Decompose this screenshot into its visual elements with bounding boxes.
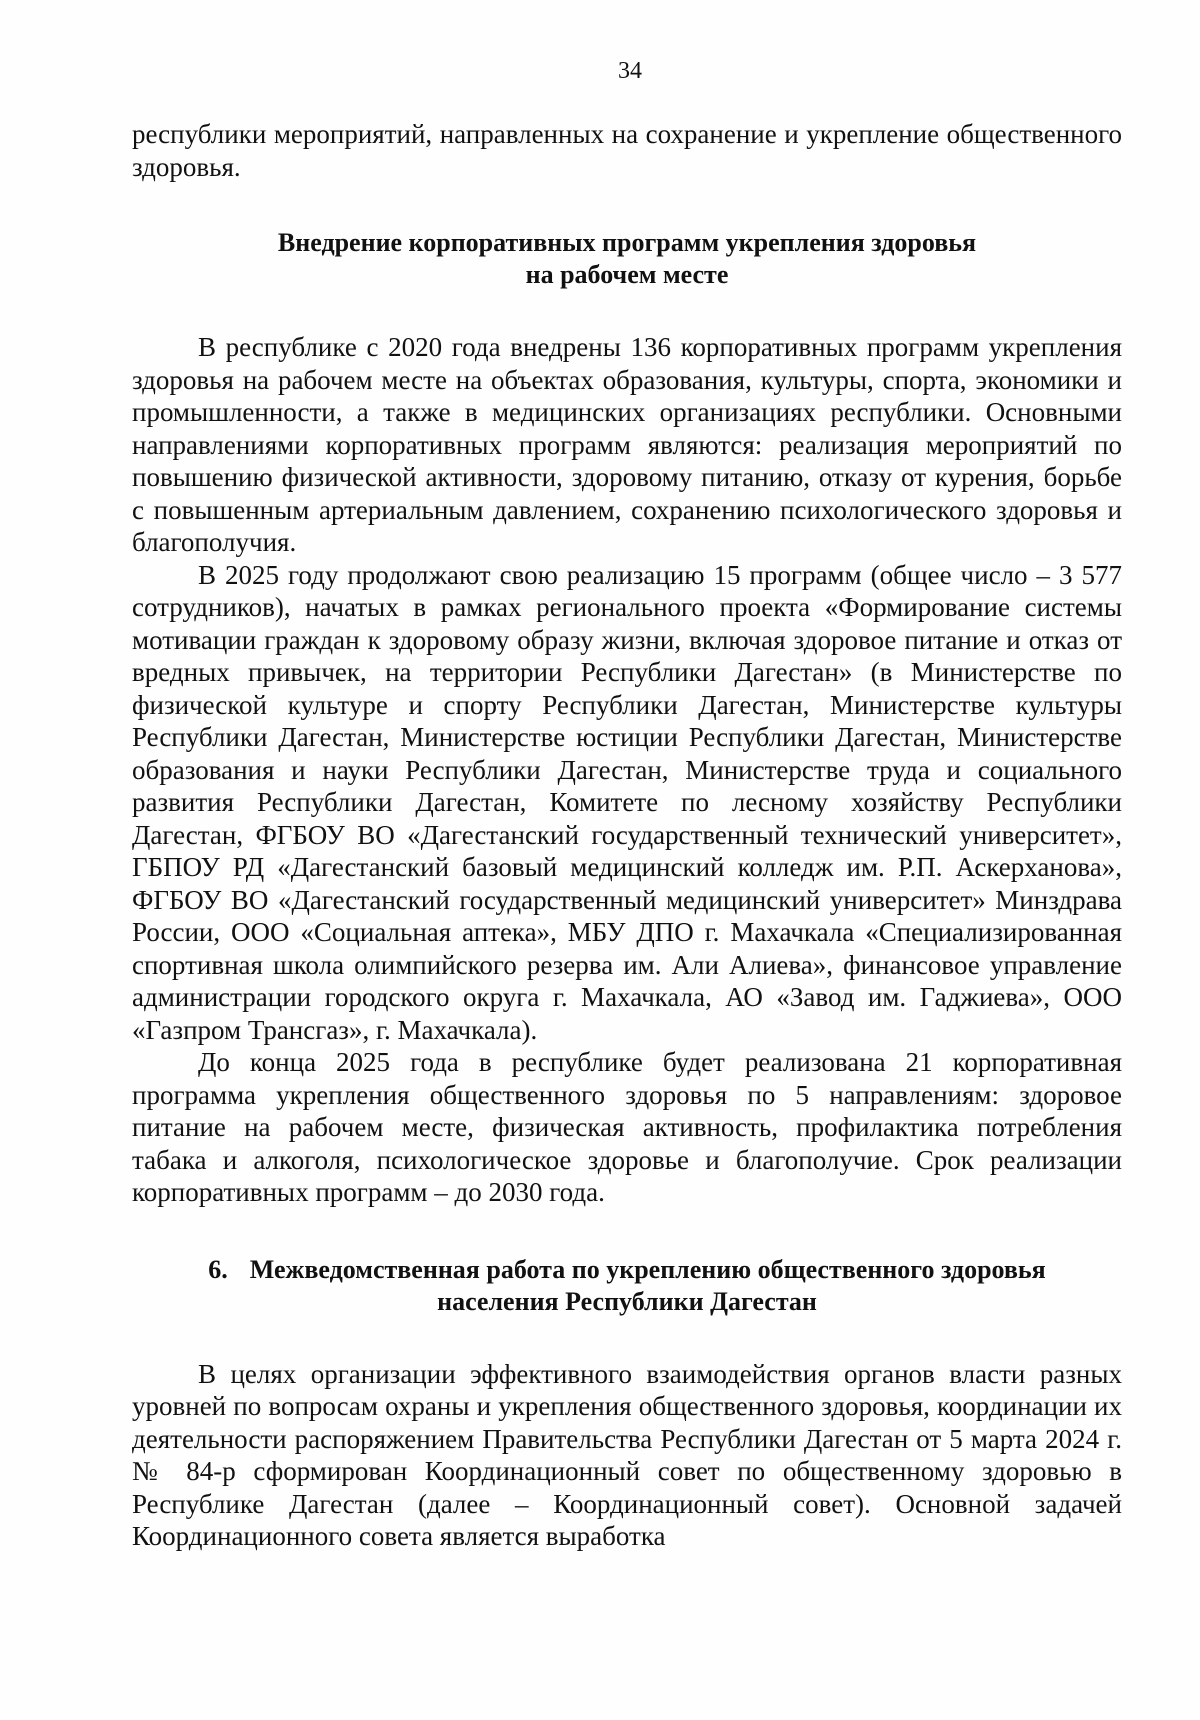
page-number: 34 (618, 58, 642, 84)
corporate-paragraph-1: В республике с 2020 года внедрены 136 корпоративных программ укрепления здоровья на рабочем месте на объектах образования, культуры, спорта, экономики и промышленности, а также в медицинских организациях республики. Основными направлениями корпоративных программ являются: реализация мероприятий по повышению физической активности, здоровому питанию, отказу от курения, борьбе с повышенным артериальным давлением, сохранению психологического здоровья и благополучия. (132, 332, 1122, 557)
corporate-paragraph-2: В 2025 году продолжают свою реализацию 15 программ (общее число – 3 577 сотрудников), начатых в рамках регионального проекта «Формирование системы мотивации граждан к здоровому образу жизни, включая здоровое питание и отказ от вредных привычек, на территории Республики Дагестан» (в Министерстве по физической культуре и спорту Республики Дагестан, Министерстве культуры Республики Дагестан, Министерстве юстиции Республики Дагестан, Министерстве образования и науки Республики Дагестан, Министерстве труда и социального развития Республики Дагестан, Комитете по лесному хозяйству Республики Дагестан, ФГБОУ ВО «Дагестанский государственный технический университет», ГБПОУ РД «Дагестанский базовый медицинский колледж им. Р.П. Аскерханова», ФГБОУ ВО «Дагестанский государственный медицинский университет» Минздрава России, ООО «Социальная аптека», МБУ ДПО г. Махачкала «Специализированная спортивная школа олимпийского резерва им. Али Алиева», финансовое управление администрации городского округа г. Махачкала, АО «Завод им. Гаджиева», ООО «Газпром Трансгаз», г. Махачкала). (132, 559, 1122, 1045)
intro-paragraph: республики мероприятий, направленных на сохранение и укрепление общественного здоровья. (132, 119, 1122, 182)
page-content (132, 118, 1122, 1553)
section-6-paragraph-1: В целях организации эффективного взаимодействия органов власти разных уровней по вопросам охраны и укрепления общественного здоровья, координации их деятельности распоряжением Правительства Республики Дагестан от 5 марта 2024 г. № 84-р сформирован Координационный совет по общественному здоровью в Республике Дагестан (далее – Координационный совет). Основной задачей Координационного совета является выработка (132, 1358, 1122, 1551)
section-heading-corporate (132, 227, 1122, 291)
corporate-paragraph-3: До конца 2025 года в республике будет реализована 21 корпоративная программа укрепления общественного здоровья по 5 направлениям: здоровое питание на рабочем месте, физическая активность, профилактика потребления табака и алкоголя, психологическое здоровье и благополучие. Срок реализации корпоративных программ – до 2030 года. (132, 1047, 1122, 1207)
section-heading-6-line1 (132, 1254, 1122, 1286)
section-heading-6-title: Межведомственная работа по укреплению общественного здоровья (249, 1254, 1046, 1284)
section-heading-corporate-line1: Внедрение корпоративных программ укрепления здоровья (277, 228, 977, 257)
section-heading-6-line2: населения Республики Дагестан (437, 1286, 817, 1316)
section-heading-corporate-line2: на рабочем месте (525, 260, 729, 289)
section-number: 6. (208, 1254, 228, 1284)
section-heading-6 (132, 1254, 1122, 1318)
